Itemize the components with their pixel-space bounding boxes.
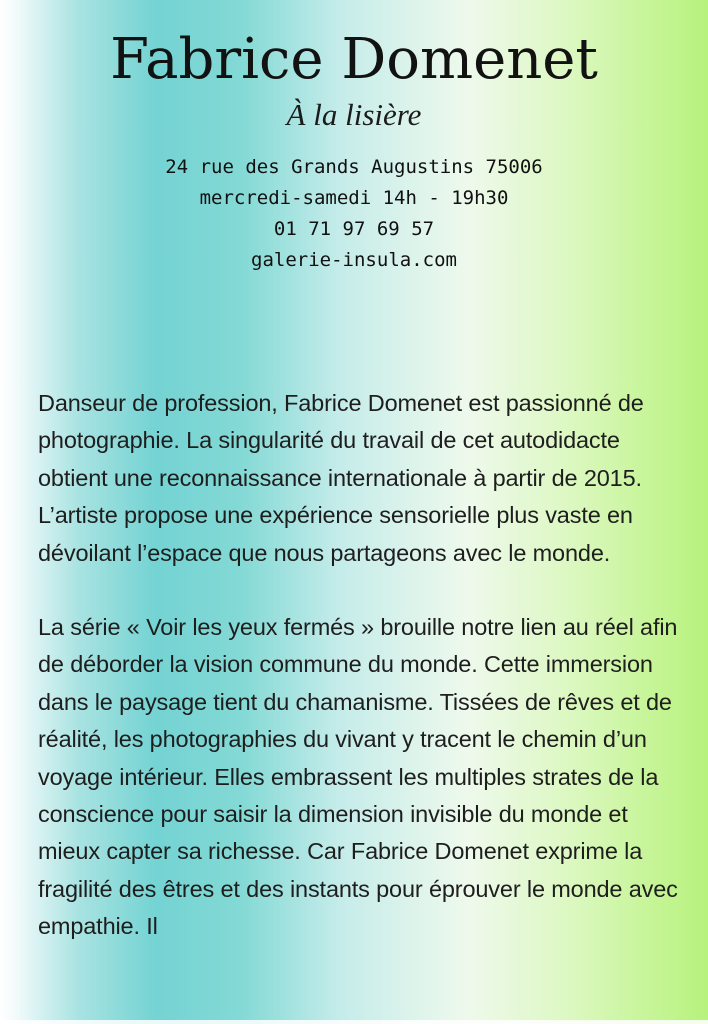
description-paragraph: La série « Voir les yeux fermés » brouille notre lien au réel afin de déborder la vision commune du monde. Cette immersion dans le paysage tient du chamanisme. Tissées de rêves et de réalité, les photographies du vivant y tracent le chemin d’un voyage intérieur. Elles embrassent les multiples strates de la conscience pour saisir la dimension invisible du monde et mieux capter sa richesse. Car Fabrice Domenet exprime la fragilité des êtres et des instants pour éprouver le monde avec empathie. Il: [38, 614, 678, 940]
venue-phone[interactable]: 01 71 97 69 57: [273, 218, 435, 240]
artist-name: Fabrice Domenet: [110, 27, 598, 92]
venue-website-link[interactable]: galerie-insula.com: [251, 249, 457, 271]
venue-hours: mercredi-samedi 14h - 19h30: [199, 187, 509, 209]
description-paragraph: Danseur de profession, Fabrice Domenet est passionné de photographie. La singularité du travail de cet autodidacte obtient une reconnaissance internationale à partir de 2015. L’artiste propose une expérience sensorielle plus vaste en dévoilant l’espace que nous partageons avec le monde.: [38, 390, 644, 566]
page-bottom-edge: [0, 1020, 708, 1024]
venue-info: [0, 152, 708, 276]
exhibition-title: À la lisière: [286, 97, 422, 132]
exhibition-header: [0, 24, 708, 276]
exhibition-description: [38, 385, 680, 983]
venue-address: 24 rue des Grands Augustins 75006: [165, 156, 543, 178]
